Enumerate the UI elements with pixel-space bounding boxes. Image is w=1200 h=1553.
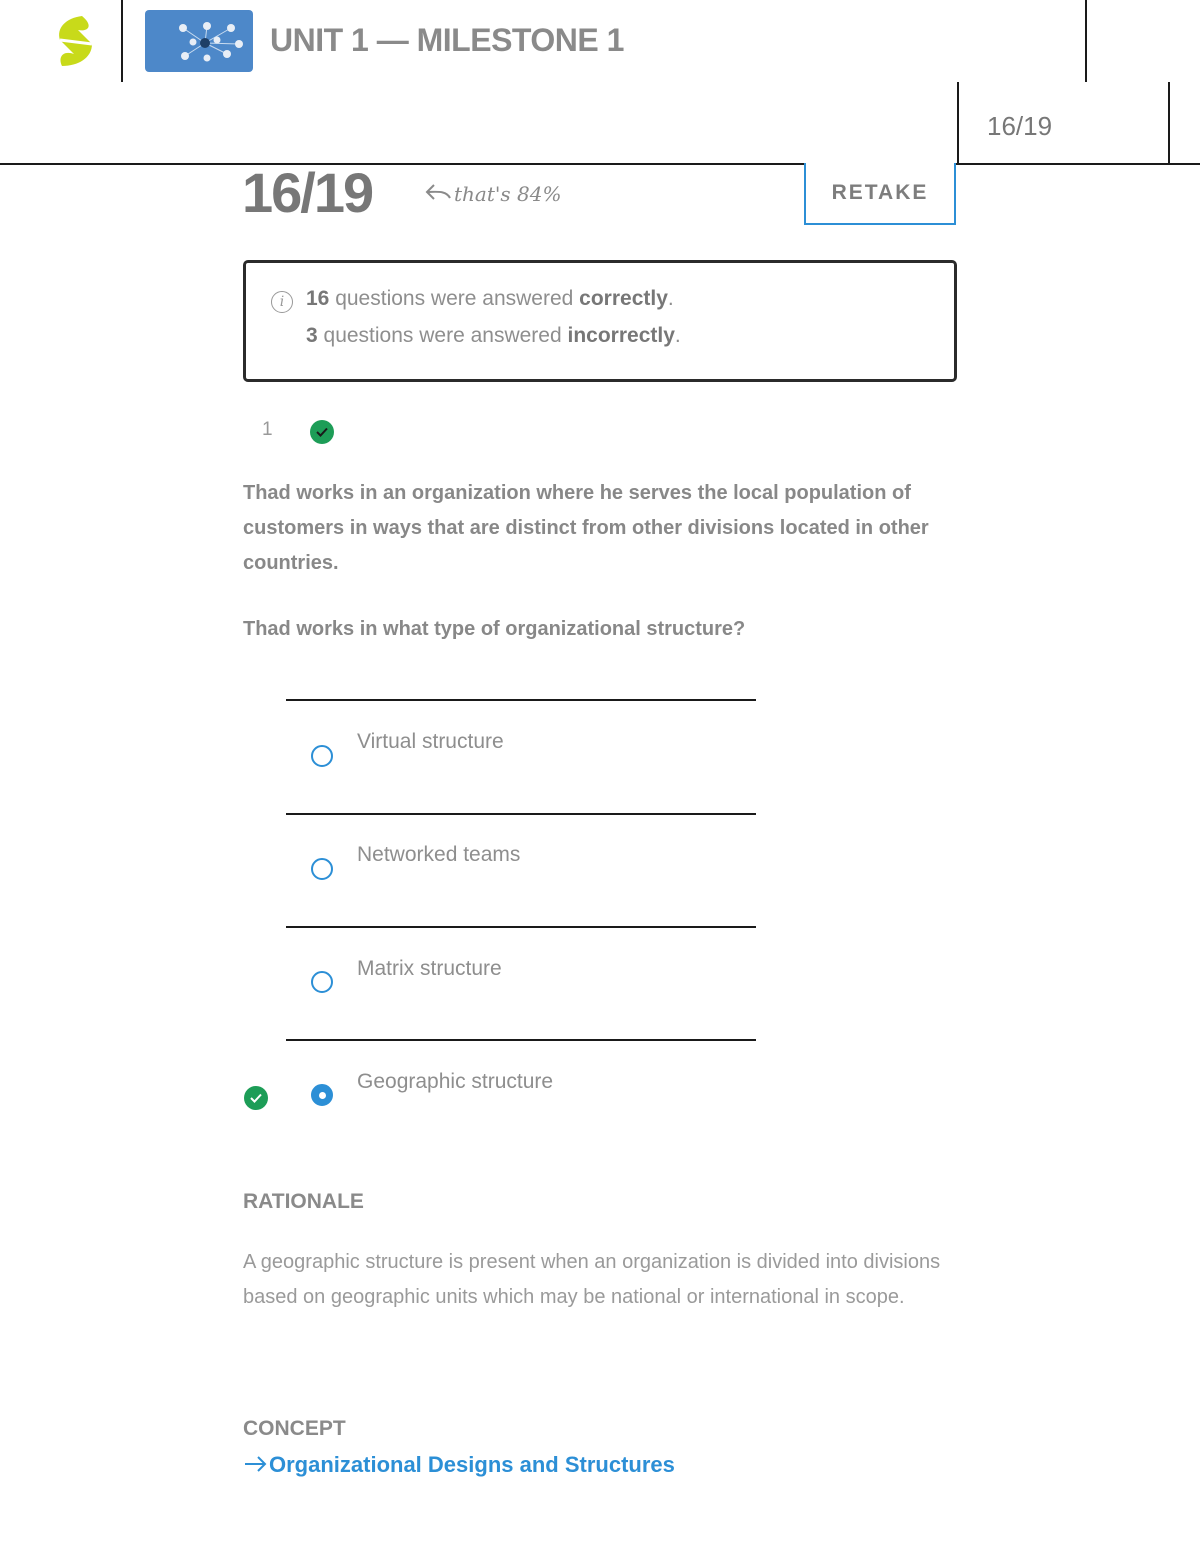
curved-arrow-icon <box>424 182 454 204</box>
option-radio-geographic-selected[interactable] <box>311 1084 333 1106</box>
option-label[interactable]: Networked teams <box>357 843 521 866</box>
header-divider-right <box>1085 0 1087 82</box>
concept-link[interactable] <box>243 1452 675 1478</box>
rationale-text: A geographic structure is present when an organization is divided into divisions based on geographic units which may be national or international in scope. <box>243 1251 941 1308</box>
option-divider <box>286 926 756 928</box>
network-illustration-icon <box>145 10 253 72</box>
option-label[interactable]: Matrix structure <box>357 957 502 980</box>
rationale-heading: RATIONALE <box>243 1190 364 1213</box>
concept-heading: CONCEPT <box>243 1417 346 1440</box>
correct-answer-check-icon <box>244 1086 268 1110</box>
option-divider <box>286 699 756 701</box>
percent-text: that's 84% <box>454 182 562 206</box>
option-radio-virtual[interactable] <box>311 745 333 767</box>
results-summary <box>243 260 957 382</box>
question-text: Thad works in an organization where he serves the local population of customers in ways that are distinct from other divisions located in other countries. <box>243 482 929 574</box>
score-box-left-border <box>957 82 959 164</box>
option-label[interactable]: Virtual structure <box>357 730 504 753</box>
percent-note <box>424 182 561 206</box>
info-icon: i <box>271 291 293 313</box>
option-radio-matrix[interactable] <box>311 971 333 993</box>
question-prompt: Thad works in what type of organizational structure? <box>243 618 746 640</box>
arrow-right-icon <box>243 1454 269 1474</box>
question-number: 1 <box>262 419 273 440</box>
retake-button[interactable]: RETAKE <box>804 163 956 225</box>
header-divider <box>121 0 123 82</box>
option-divider <box>286 1039 756 1041</box>
option-divider <box>286 813 756 815</box>
header-bottom-divider <box>0 163 1200 165</box>
header-score: 16/19 <box>987 111 1053 141</box>
logo-icon[interactable] <box>52 14 100 70</box>
incorrect-summary: 3 questions were answered incorrectly. <box>306 324 681 347</box>
correct-summary: 16 questions were answered correctly. <box>306 287 674 310</box>
concept-link-label[interactable]: Organizational Designs and Structures <box>269 1452 675 1477</box>
page-title: UNIT 1 — MILESTONE 1 <box>270 22 624 58</box>
score-box-right-border <box>1168 82 1170 164</box>
course-thumbnail[interactable] <box>145 10 253 72</box>
question-correct-check-icon <box>310 420 334 444</box>
option-label[interactable]: Geographic structure <box>357 1070 554 1093</box>
option-radio-networked[interactable] <box>311 858 333 880</box>
quiz-score: 16/19 <box>242 161 373 224</box>
